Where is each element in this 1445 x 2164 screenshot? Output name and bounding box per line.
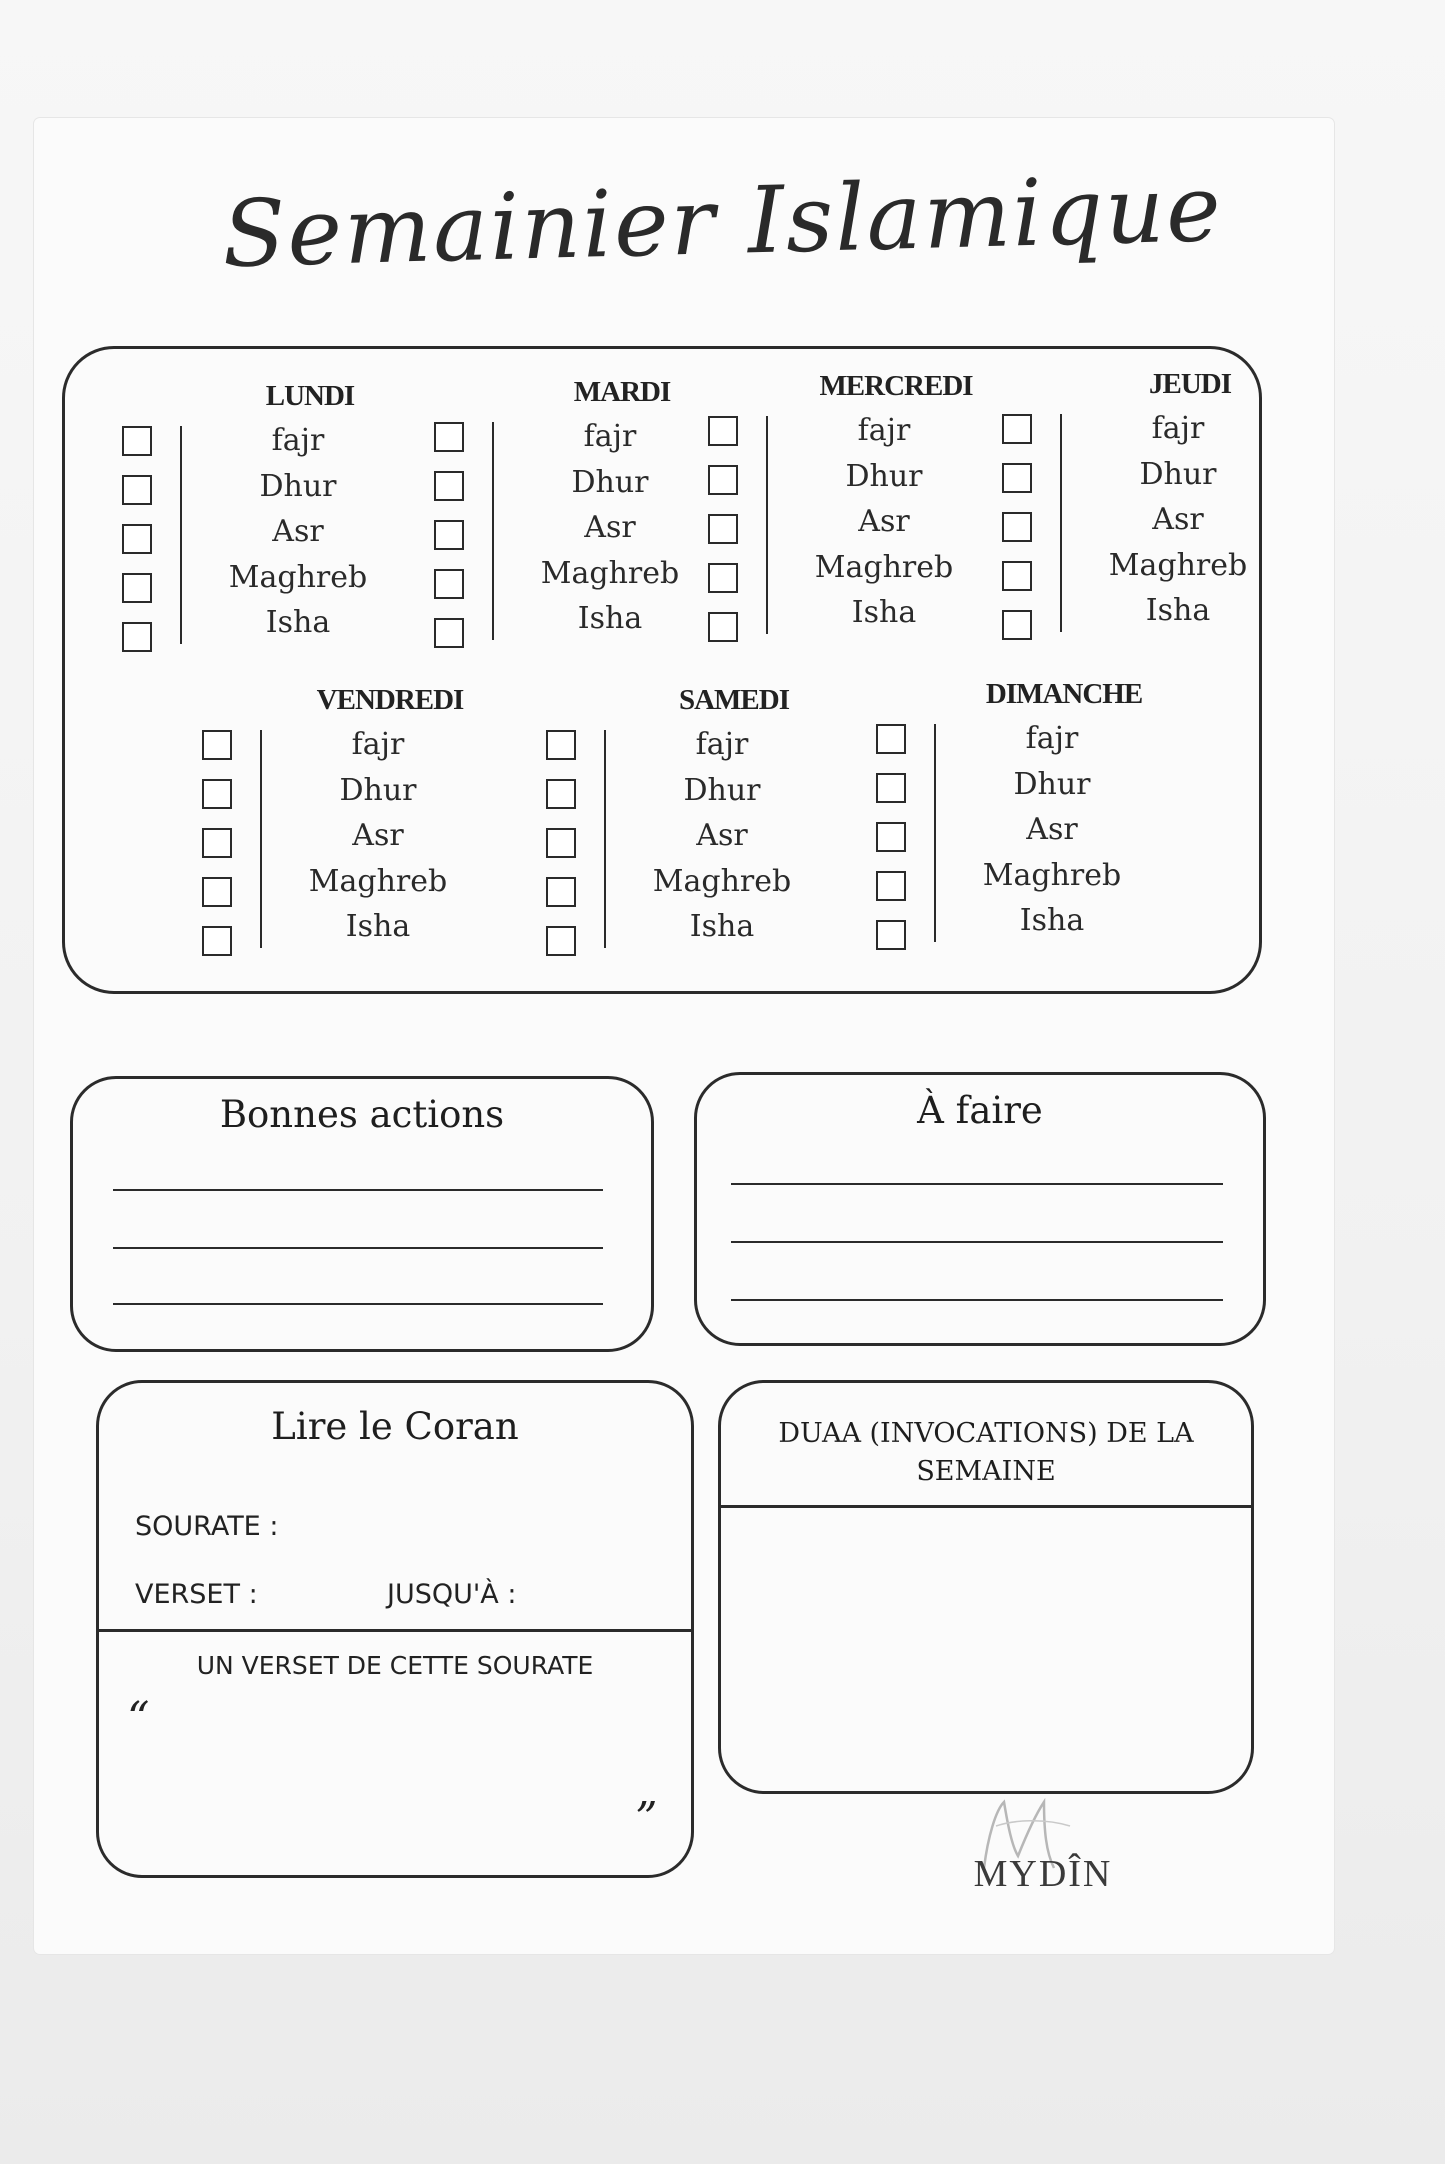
sourate-label: SOURATE : (135, 1511, 279, 1542)
prayer-name: Isha (851, 595, 917, 630)
prayer-name: fajr (1025, 721, 1079, 756)
prayer-checkbox[interactable] (1002, 512, 1032, 542)
prayer-checkbox[interactable] (876, 822, 906, 852)
prayer-name: fajr (857, 413, 911, 448)
prayer-checkbox[interactable] (434, 520, 464, 550)
prayer-name: Asr (352, 818, 404, 853)
prayer-checkbox[interactable] (1002, 414, 1032, 444)
prayer-list (938, 716, 1166, 944)
prayer-list (1064, 406, 1292, 634)
column-divider (260, 730, 262, 948)
prayer-name: Dhur (1013, 766, 1091, 802)
checkbox-column (1002, 414, 1042, 659)
checkbox-column (434, 422, 474, 667)
prayer-name: Asr (272, 514, 324, 549)
column-divider (604, 730, 606, 948)
duaa-title-line1: DUAA (INVOCATIONS) DE LA (778, 1418, 1194, 1449)
prayer-checkbox[interactable] (1002, 561, 1032, 591)
day-block-mardi (434, 376, 704, 636)
prayer-name: Asr (858, 504, 910, 539)
prayer-list (264, 722, 492, 950)
prayer-checkbox[interactable] (546, 779, 576, 809)
prayer-name: Maghreb (652, 863, 792, 899)
brand-name: MYDÎN (973, 1853, 1113, 1895)
day-block-samedi (546, 684, 816, 944)
prayer-name: Asr (1152, 502, 1204, 537)
prayer-name: Asr (1026, 812, 1078, 847)
lire-coran-box (96, 1380, 694, 1878)
prayer-name: Isha (1145, 593, 1211, 628)
checkbox-column (708, 416, 748, 661)
lire-coran-title: Lire le Coran (271, 1405, 519, 1448)
write-line[interactable] (113, 1247, 603, 1249)
prayer-checkbox[interactable] (202, 877, 232, 907)
day-block-jeudi (1002, 368, 1272, 628)
verset-section-label: UN VERSET DE CETTE SOURATE (196, 1651, 594, 1680)
a-faire-title: À faire (917, 1089, 1043, 1132)
prayer-name: Maghreb (540, 555, 680, 591)
prayer-checkbox[interactable] (1002, 463, 1032, 493)
prayer-name: fajr (351, 727, 405, 762)
prayer-list (496, 414, 724, 642)
prayer-checkbox[interactable] (876, 773, 906, 803)
prayer-name: fajr (1151, 411, 1205, 446)
day-name: JEUDI (1148, 368, 1231, 400)
duaa-box (718, 1380, 1254, 1794)
write-line[interactable] (731, 1241, 1223, 1243)
day-block-lundi (122, 380, 392, 640)
checkbox-column (202, 730, 242, 975)
a-faire-box (694, 1072, 1266, 1346)
prayer-name: Maghreb (228, 559, 368, 595)
column-divider (492, 422, 494, 640)
prayer-checkbox[interactable] (1002, 610, 1032, 640)
prayer-name: Maghreb (982, 857, 1122, 893)
day-name: VENDREDI (316, 684, 464, 716)
prayer-name: Isha (265, 605, 331, 640)
prayer-checkbox[interactable] (434, 618, 464, 648)
day-name: DIMANCHE (985, 678, 1143, 710)
prayer-name: Dhur (339, 772, 417, 808)
prayer-name: Isha (1019, 903, 1085, 938)
bonnes-actions-title: Bonnes actions (219, 1093, 505, 1136)
prayer-name: fajr (695, 727, 749, 762)
day-name: MARDI (573, 376, 671, 408)
prayer-name: Maghreb (308, 863, 448, 899)
prayer-name: Isha (689, 909, 755, 944)
prayer-name: fajr (583, 419, 637, 454)
prayer-checkbox[interactable] (876, 920, 906, 950)
prayer-checkbox[interactable] (876, 724, 906, 754)
checkbox-column (122, 426, 162, 671)
prayer-checkbox[interactable] (122, 426, 152, 456)
duaa-title-line2: SEMAINE (916, 1456, 1056, 1487)
prayer-name: Isha (345, 909, 411, 944)
column-divider (1060, 414, 1062, 632)
prayer-checkbox[interactable] (202, 828, 232, 858)
prayer-checkbox[interactable] (708, 514, 738, 544)
prayer-checkbox[interactable] (434, 569, 464, 599)
day-block-vendredi (202, 684, 472, 944)
prayer-list (608, 722, 836, 950)
column-divider (766, 416, 768, 634)
prayer-checkbox[interactable] (708, 416, 738, 446)
day-name: SAMEDI (678, 684, 789, 716)
prayer-checkbox[interactable] (122, 573, 152, 603)
prayer-name: Dhur (571, 464, 649, 500)
prayer-checkbox[interactable] (708, 465, 738, 495)
prayer-name: Dhur (845, 458, 923, 494)
prayer-checkbox[interactable] (202, 779, 232, 809)
checkbox-column (876, 724, 916, 969)
prayer-checkbox[interactable] (122, 524, 152, 554)
write-line[interactable] (731, 1183, 1223, 1185)
prayer-checkbox[interactable] (202, 730, 232, 760)
prayer-name: Dhur (683, 772, 761, 808)
prayer-checkbox[interactable] (708, 612, 738, 642)
prayer-list (770, 408, 998, 636)
write-line[interactable] (113, 1303, 603, 1305)
prayer-name: Asr (584, 510, 636, 545)
section-divider (721, 1505, 1251, 1508)
page-title: Semainier Islamique (221, 154, 1224, 289)
prayer-checkbox[interactable] (434, 422, 464, 452)
bonnes-actions-box (70, 1076, 654, 1352)
open-quote-mark: “ (127, 1693, 150, 1744)
prayer-checkbox[interactable] (122, 622, 152, 652)
day-name: MERCREDI (819, 370, 973, 402)
write-line[interactable] (113, 1189, 603, 1191)
prayer-name: Dhur (1139, 456, 1217, 492)
column-divider (180, 426, 182, 644)
close-quote-mark: ” (635, 1793, 658, 1844)
day-block-dimanche (876, 678, 1146, 938)
prayer-checkbox[interactable] (876, 871, 906, 901)
prayer-checkbox[interactable] (546, 730, 576, 760)
prayer-checkbox[interactable] (122, 475, 152, 505)
prayer-checkbox[interactable] (546, 926, 576, 956)
prayer-checkbox[interactable] (546, 877, 576, 907)
column-divider (934, 724, 936, 942)
day-block-mercredi (708, 370, 978, 630)
write-line[interactable] (731, 1299, 1223, 1301)
verset-label: VERSET : (135, 1579, 258, 1610)
prayer-name: fajr (271, 423, 325, 458)
prayer-name: Asr (696, 818, 748, 853)
prayer-name: Dhur (259, 468, 337, 504)
prayer-checkbox[interactable] (202, 926, 232, 956)
prayer-name: Isha (577, 601, 643, 636)
prayer-checkbox[interactable] (708, 563, 738, 593)
prayer-list (184, 418, 412, 646)
prayer-name: Maghreb (814, 549, 954, 585)
prayer-checkbox[interactable] (434, 471, 464, 501)
prayer-name: Maghreb (1108, 547, 1248, 583)
prayer-checkbox[interactable] (546, 828, 576, 858)
day-name: LUNDI (265, 380, 355, 412)
jusqua-label: JUSQU'À : (387, 1579, 517, 1610)
checkbox-column (546, 730, 586, 975)
section-divider (99, 1629, 691, 1632)
